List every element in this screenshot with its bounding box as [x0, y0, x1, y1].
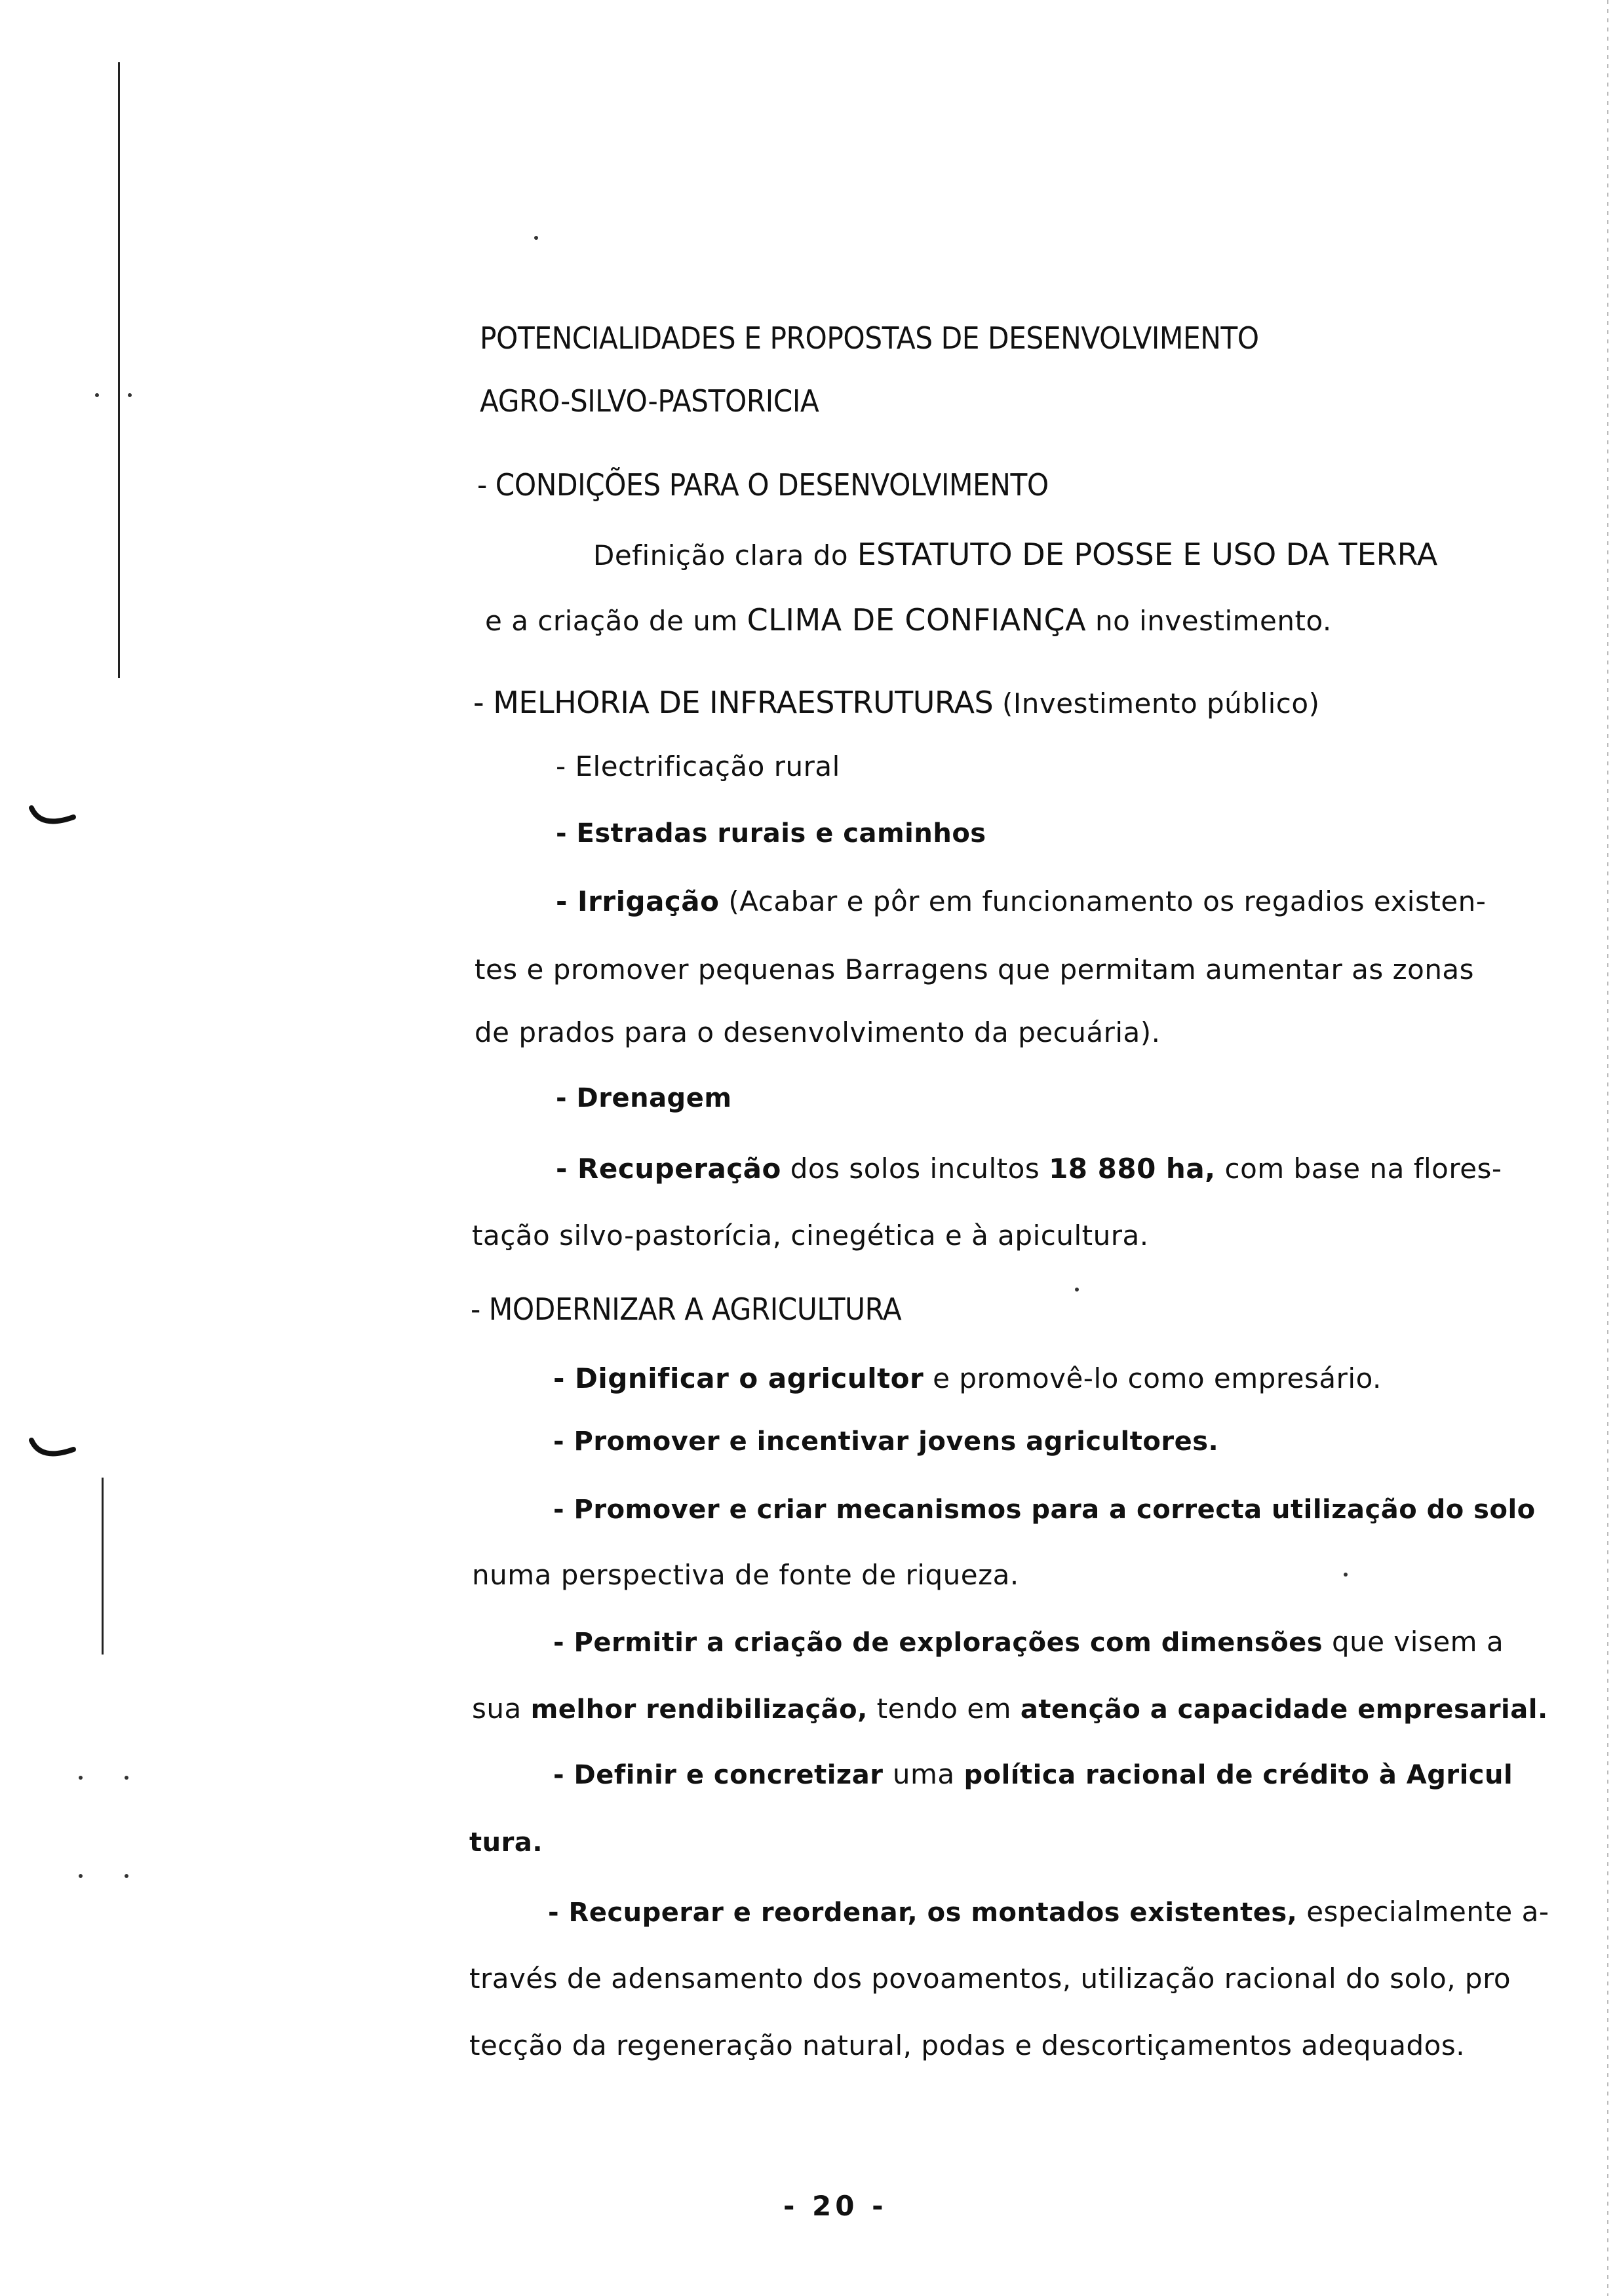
item-title: - Definir e concretizar	[553, 1760, 893, 1790]
page-title-line-2: AGRO-SILVO-PASTORICIA	[480, 383, 819, 419]
emphasis-text: política racional de crédito à Agricul	[963, 1760, 1513, 1790]
scan-speck	[1344, 1573, 1348, 1577]
text: que visem a	[1323, 1626, 1504, 1658]
list-item	[556, 883, 1486, 920]
area-value: 18 880 ha,	[1049, 1153, 1216, 1185]
text: com base na flores-	[1215, 1153, 1502, 1185]
text: e promovê-lo como empresário.	[924, 1362, 1382, 1394]
section-heading-modernize: - MODERNIZAR A AGRICULTURA	[471, 1292, 902, 1327]
list-item: - Drenagem	[556, 1083, 732, 1113]
scan-speck	[125, 1776, 128, 1780]
text: uma	[892, 1758, 964, 1790]
scan-speck	[1075, 1288, 1079, 1292]
paragraph-line	[593, 536, 1437, 574]
binder-hole-mark-bottom	[28, 1435, 80, 1474]
paragraph-line	[472, 1691, 1548, 1728]
binder-hole-mark-top	[28, 803, 80, 842]
text: e a criação de um	[485, 605, 747, 637]
emphasis-text: montados existentes,	[961, 1898, 1298, 1928]
item-title: - Permitir a criação de explorações com dimensões	[553, 1628, 1323, 1658]
section-heading-infrastructure	[473, 684, 1319, 722]
item-title: - Recuperar e reordenar,	[548, 1898, 918, 1928]
scan-speck	[128, 393, 132, 397]
paragraph-line: numa perspectiva de fonte de riqueza.	[472, 1559, 1019, 1591]
heading-text: - MELHORIA DE INFRAESTRUTURAS	[473, 685, 994, 720]
list-item	[556, 1151, 1502, 1187]
scan-right-edge	[1607, 0, 1608, 2296]
scan-speck	[79, 1874, 83, 1878]
page-title-line-1: POTENCIALIDADES E PROPOSTAS DE DESENVOLVIMENTO	[480, 320, 1259, 356]
text: sua	[472, 1693, 531, 1725]
paragraph-line	[485, 602, 1332, 640]
list-item: - Electrificação rural	[556, 750, 840, 782]
page-number: - 20 -	[783, 2190, 887, 2222]
text: (Investimento público)	[993, 687, 1320, 719]
emphasis-text: CLIMA DE CONFIANÇA	[747, 602, 1087, 638]
item-title: - Recuperação	[556, 1153, 781, 1185]
scan-speck	[79, 1776, 83, 1780]
text: dos solos incultos	[781, 1153, 1049, 1185]
text: tendo em	[867, 1693, 1021, 1725]
paragraph-line: través de adensamento dos povoamentos, utilização racional do solo, pro	[469, 1962, 1511, 1995]
list-item	[553, 1360, 1382, 1397]
paragraph-line: tação silvo-pastorícia, cinegética e à apicultura.	[472, 1219, 1149, 1252]
section-heading-conditions: - CONDIÇÕES PARA O DESENVOLVIMENTO	[477, 467, 1049, 503]
paragraph-line: tecção da regeneração natural, podas e descortiçamentos adequados.	[469, 2029, 1466, 2061]
paragraph-line: de prados para o desenvolvimento da pecuária).	[475, 1016, 1161, 1048]
item-title: - Irrigação	[556, 885, 720, 917]
text: no investimento.	[1086, 605, 1332, 637]
scan-speck	[125, 1874, 128, 1878]
scan-speck	[534, 236, 538, 240]
scan-speck	[95, 393, 99, 397]
emphasis-text: ESTATUTO DE POSSE E USO DA TERRA	[857, 537, 1438, 572]
emphasis-text: atenção a capacidade empresarial.	[1020, 1694, 1548, 1725]
text: (Acabar e pôr em funcionamento os regadios existen-	[719, 885, 1487, 917]
list-item	[548, 1894, 1549, 1931]
item-title: - Dignificar o agricultor	[553, 1362, 924, 1394]
list-item	[553, 1756, 1513, 1793]
list-item: - Promover e incentivar jovens agricultores.	[553, 1426, 1219, 1457]
paragraph-line: tura.	[469, 1827, 543, 1858]
list-item: - Promover e criar mecanismos para a correcta utilização do solo	[553, 1495, 1536, 1525]
text: os	[918, 1898, 962, 1928]
list-item	[553, 1624, 1504, 1661]
scan-margin-line-top	[118, 62, 120, 678]
text: Definição clara do	[593, 539, 857, 571]
list-item: - Estradas rurais e caminhos	[556, 818, 986, 849]
paragraph-line: tes e promover pequenas Barragens que permitam aumentar as zonas	[475, 953, 1475, 985]
scan-margin-line-bottom	[102, 1478, 104, 1655]
text: especialmente a-	[1297, 1896, 1549, 1928]
emphasis-text: melhor rendibilização,	[530, 1694, 868, 1725]
